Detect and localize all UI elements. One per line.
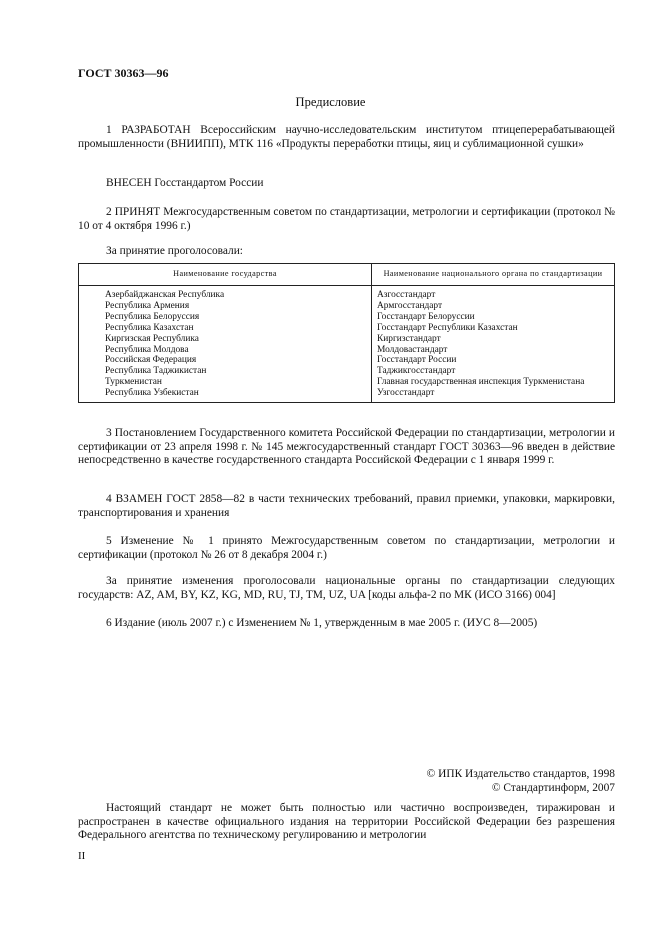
page-title: Предисловие [295,95,366,109]
state-name: Республика Молдова [105,344,189,355]
state-name: Российская Федерация [105,355,197,366]
reproduction-notice: Настоящий стандарт не может быть полностью или частично воспроизведен, тиражирован и распространен в качестве официального издания на территории Российской Федерации без разрешения Федерального агентства по техническому регулированию и метрологии [78,802,615,842]
paragraph-amendment: 5 Изменение № 1 принято Межгосударственным советом по стандартизации, метрологии и сертификации (протокол № 26 от 8 декабря 2004 г.) [78,535,615,561]
state-name: Туркменистан [105,377,162,388]
standards-body-name: Киргизстандарт [377,333,441,344]
column-header-body: Наименование национального органа по стандартизации [372,264,615,286]
table-header-row [79,264,615,286]
standards-body-name: Молдовастандарт [377,344,448,355]
column-header-state: Наименование государства [79,264,372,286]
state-name: Республика Армения [105,300,190,311]
paragraph-developed-by: 1 РАЗРАБОТАН Всероссийским научно-исследовательским институтом птицеперерабатывающей промышленности (ВНИИПП), МТК 116 «Продукты переработки птицы, яиц и сублимационной сушки» [78,124,615,150]
table-row [79,286,615,403]
state-name: Республика Таджикистан [105,366,207,377]
standards-body-name: Узгосстандарт [377,388,435,399]
state-name: Республика Узбекистан [105,388,199,399]
state-name: Азербайджанская Республика [105,290,225,300]
state-name: Республика Казахстан [105,322,194,333]
voting-table [78,263,615,403]
copyright-standartinform: © Стандартинформ, 2007 [491,782,615,794]
paragraph-adopted: 2 ПРИНЯТ Межгосударственным советом по стандартизации, метрологии и сертификации (протокол № 10 от 4 октября 1996 г.) [78,206,615,232]
page-number: II [78,850,86,862]
paragraph-edition: 6 Издание (июль 2007 г.) с Изменением № 1, утвержденным в мае 2005 г. (ИУС 8—2005) [106,617,538,629]
paragraph-introduced-by: ВНЕСЕН Госстандартом России [106,177,264,189]
paragraph-voted-for: За принятие проголосовали: [106,245,243,257]
standards-body-name: Главная государственная инспекция Туркменистана [377,377,585,388]
standards-body-name: Госстандарт Республики Казахстан [377,322,518,333]
standards-body-name: Госстандарт Белоруссии [377,311,475,322]
standards-body-name: Армгосстандарт [377,300,443,311]
standards-body-name: Таджикгосстандарт [377,366,456,377]
standards-body-name: Азгосстандарт [377,290,436,300]
copyright-ipk: © ИПК Издательство стандартов, 1998 [426,768,615,780]
paragraph-replaces: 4 ВЗАМЕН ГОСТ 2858—82 в части технических требований, правил приемки, упаковки, маркировки, транспортирования и хранения [78,493,615,519]
paragraph-resolution: 3 Постановлением Государственного комитета Российской Федерации по стандартизации, метрологии и сертификации от 23 апреля 1998 г. № 145 межгосударственный стандарт ГОСТ 30363—96 введен в действие непосредственно в качестве государственного стандарта Российской Федерации с 1 января 1999 г. [78,427,615,467]
paragraph-amendment-vote: За принятие изменения проголосовали национальные органы по стандартизации следующих государств: AZ, AM, BY, KZ, KG, MD, RU, TJ, TM, UZ, UA [коды альфа-2 по МК (ИСО 3166) 004] [78,575,615,601]
states-cell [79,286,372,403]
standards-body-name: Госстандарт России [377,355,457,366]
state-name: Республика Белоруссия [105,311,200,322]
bodies-cell [372,286,615,403]
state-name: Киргизская Республика [105,333,199,344]
document-id: ГОСТ 30363—96 [78,66,169,80]
